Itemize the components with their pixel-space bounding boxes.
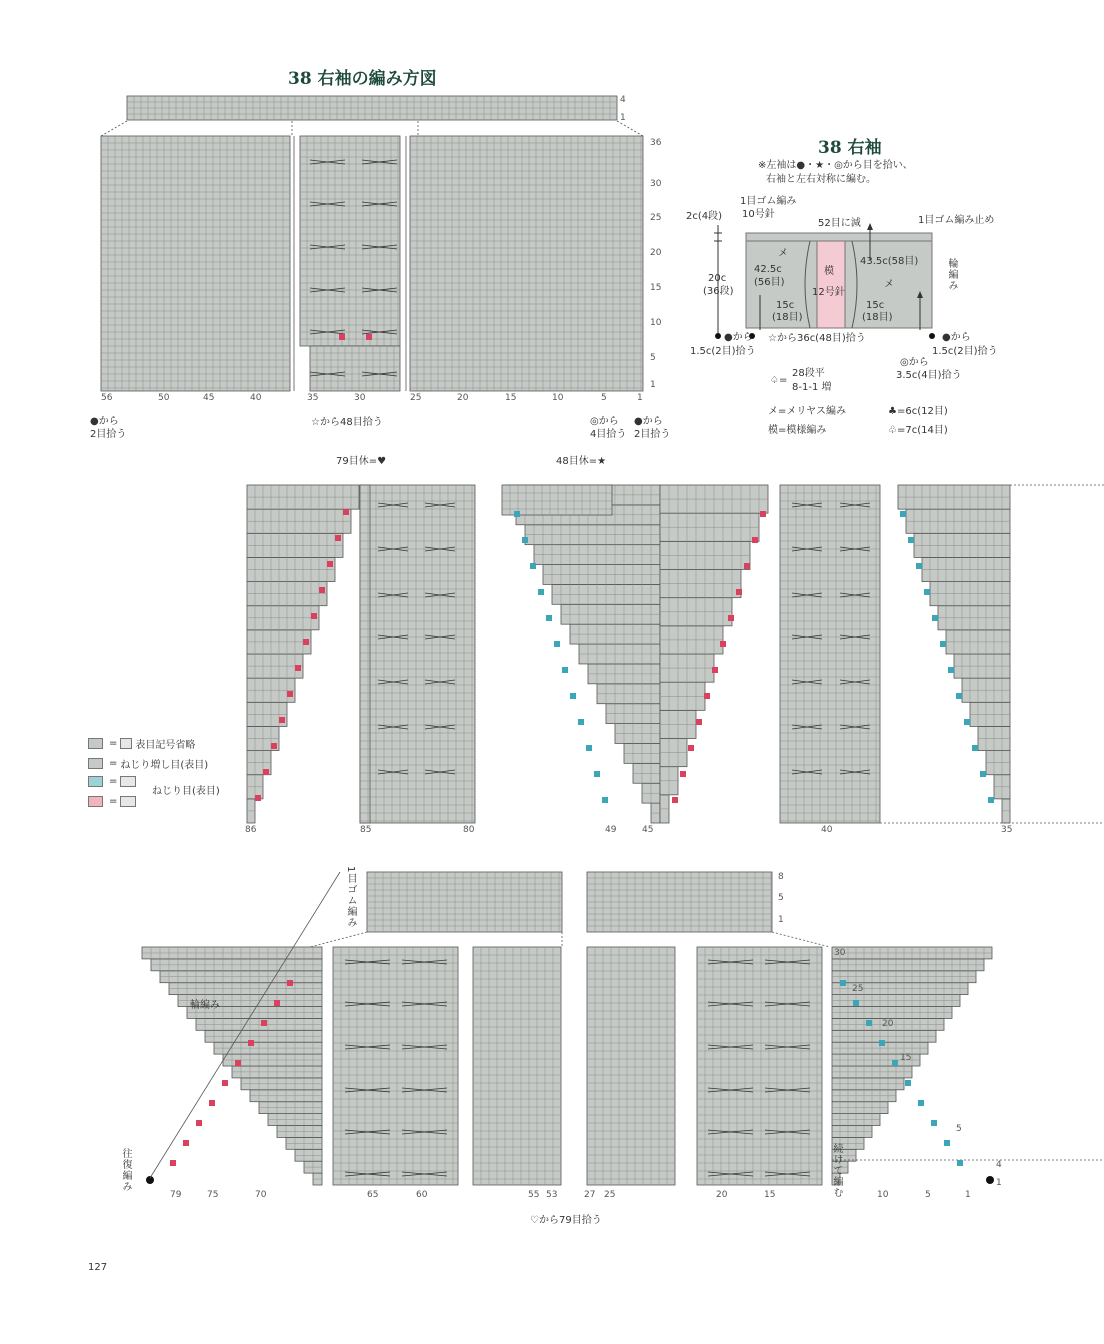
chart2-col-40: 40 [821, 825, 833, 835]
schematic-title: 38 右袖 [818, 138, 882, 158]
chart2-left-increase-6 [303, 639, 309, 645]
legend-swatch-plain [88, 738, 103, 749]
chart1-col-1: 1 [637, 393, 643, 403]
chart3-right-twist-8 [944, 1140, 950, 1146]
chart3-right-twist-2 [866, 1020, 872, 1026]
grid-lines [142, 947, 322, 959]
chart3-round-label: 輪編み [190, 1000, 220, 1011]
chart2-mid-twist-9 [586, 745, 592, 751]
chart1-col-15: 15 [505, 393, 517, 403]
chart2-left-increase-5 [295, 665, 301, 671]
schematic-left-lower-2: (18目) [772, 312, 803, 323]
legend-label-twist: ねじり目(表目) [152, 786, 220, 797]
legend-label-plain: 表目記号省略 [135, 740, 196, 751]
chart3-right-twist-3 [879, 1040, 885, 1046]
guide-line [101, 121, 127, 136]
chart2-left-center [360, 485, 475, 823]
chart3-left-increase-5 [235, 1060, 241, 1066]
chart1-pick-center: ☆から48目拾う [311, 417, 383, 428]
chart3-row-4: 4 [996, 1160, 1002, 1170]
chart1-row-25: 25 [650, 213, 662, 223]
chart2-right-twist-11 [988, 797, 994, 803]
chart2-left-increase-9 [327, 561, 333, 567]
schematic-center-stitch: 模 [824, 266, 834, 277]
schematic-me-left: メ [778, 248, 788, 259]
chart3-col-60: 60 [416, 1190, 428, 1200]
chart2-left-increase-10 [335, 535, 341, 541]
chart3-row-30: 30 [834, 948, 846, 958]
guide-line [310, 932, 367, 947]
chart3-rib-label: 1目ゴム編み [345, 866, 356, 929]
chart3-left-increase-7 [261, 1020, 267, 1026]
chart2-left-increase-2 [271, 743, 277, 749]
schematic-legend-club: ♣=6c(12目) [888, 406, 948, 417]
chart2-right-twist-1 [908, 537, 914, 543]
guide-line [617, 121, 643, 136]
chart2-mid-increase-5 [720, 641, 726, 647]
chart3-col-75: 75 [207, 1190, 219, 1200]
chart2-col-85: 85 [360, 825, 372, 835]
legend-swatch-pink [88, 796, 103, 807]
chart2-mid-increase-7 [704, 693, 710, 699]
chart2-right-twist-10 [980, 771, 986, 777]
chart2-mid-twist-3 [538, 589, 544, 595]
schematic-body-height-2: (36段) [703, 286, 734, 297]
schematic-body-height-1: 20c [708, 273, 727, 284]
chart2-right-top [502, 485, 612, 515]
chart2-right-twist-0 [900, 511, 906, 517]
chart1-row-10: 10 [650, 318, 662, 328]
chart2-mid-increase-4 [728, 615, 734, 621]
legend-swatch-knit [120, 738, 132, 749]
chart3-continue-label: 続けて編む [831, 1143, 842, 1198]
schematic-note-2: 右袖と左右対称に編む。 [766, 174, 876, 185]
chart2-mid-twist-6 [562, 667, 568, 673]
chart2-mid-increase-1 [752, 537, 758, 543]
legend-item-twist-blue: = [88, 776, 139, 787]
legend-label-increase: ねじり増し目(表目) [120, 760, 209, 771]
chart3-right-twist-9 [957, 1160, 963, 1166]
chart2-col-35: 35 [1001, 825, 1013, 835]
chart3-col-70: 70 [255, 1190, 267, 1200]
chart2-mid-twist-4 [546, 615, 552, 621]
chart3-col-10: 10 [877, 1190, 889, 1200]
chart3-start-dot-right [986, 1176, 994, 1184]
chart2-right-twist-9 [972, 745, 978, 751]
chart1-col-50: 50 [158, 393, 170, 403]
chart2-col-80: 80 [463, 825, 475, 835]
legend-item-twist-pink: = [88, 796, 139, 807]
chart1-pick-right-1: ●から [634, 416, 663, 427]
chart2-mid-twist-8 [578, 719, 584, 725]
chart3-rib-row-5: 5 [778, 893, 784, 903]
chart3-rib-row-1: 1 [778, 915, 784, 925]
chart3-col-20: 20 [716, 1190, 728, 1200]
schematic-pick-double-2: 3.5c(4目)拾う [896, 370, 962, 381]
chart3-right-panel [697, 947, 822, 1185]
chart3-right-twist-7 [931, 1120, 937, 1126]
chart1-increase-mark-b [366, 334, 372, 340]
chart3-row-25: 25 [852, 984, 864, 994]
schematic-pick-double-1: ◎から [900, 357, 929, 368]
chart3-right-twist-1 [853, 1000, 859, 1006]
schematic-pick-left-1: ●から [724, 332, 753, 343]
chart3-mid-left-panel [473, 947, 561, 1185]
chart1-pick-left-1: ●から [90, 416, 119, 427]
chart2-right-twist-2 [916, 563, 922, 569]
chart3-left-increase-1 [183, 1140, 189, 1146]
chart2-mid-twist-10 [594, 771, 600, 777]
grid-lines [832, 947, 992, 959]
chart2-right-twist-3 [924, 589, 930, 595]
chart2-left-increase-0 [255, 795, 261, 801]
legend-item-plain: = 表目記号省略 [88, 736, 195, 751]
schematic-right-lower-2: (18目) [862, 312, 893, 323]
chart3-col-79: 79 [170, 1190, 182, 1200]
chart2-left-increase-7 [311, 613, 317, 619]
chart3-left-increase-8 [274, 1000, 280, 1006]
chart2-col-86: 86 [245, 825, 257, 835]
chart3-rib-row-8: 8 [778, 872, 784, 882]
chart2-right-twist-7 [956, 693, 962, 699]
chart3-flat-label: 往復編み [120, 1148, 131, 1192]
chart1-col-35: 35 [307, 393, 319, 403]
schematic-decrease: 52目に減 [818, 218, 861, 229]
chart2-left-label: 79目休=♥ [336, 456, 387, 467]
schematic-pick-right-2: 1.5c(2目)拾う [932, 346, 998, 357]
chart3-left-increase-0 [170, 1160, 176, 1166]
chart1-col-45: 45 [203, 393, 215, 403]
chart2-mid-increase-10 [680, 771, 686, 777]
schematic-right-width: 43.5c(58目) [860, 256, 919, 267]
chart2-mid-twist-7 [570, 693, 576, 699]
chart3-right-twist-6 [918, 1100, 924, 1106]
chart3-pick-label: ♡から79目拾う [530, 1215, 602, 1226]
page-number: 127 [88, 1262, 108, 1273]
chart1-rib-row-1: 1 [620, 113, 626, 123]
schematic-increase-1: 28段平 [792, 368, 825, 379]
schematic-rib-height: 2c(4段) [686, 211, 723, 222]
chart3-mid-right-panel [587, 947, 675, 1185]
chart2-mid-twist-5 [554, 641, 560, 647]
chart2-col-49: 49 [605, 825, 617, 835]
chart1-col-5: 5 [601, 393, 607, 403]
schematic-legend-moyo: 模=模様編み [768, 425, 827, 436]
chart3-right-twist-0 [840, 980, 846, 986]
chart3-row-5: 5 [956, 1124, 962, 1134]
chart3-row-15: 15 [900, 1053, 912, 1063]
chart3-right-twist-4 [892, 1060, 898, 1066]
schematic-note-1: ※左袖は●・★・◎から目を拾い、 [758, 160, 913, 171]
guide-line [772, 932, 830, 947]
chart2-right-center [780, 485, 880, 823]
schematic-rib-label-1: 1目ゴム編み [740, 196, 797, 207]
legend-swatch-twist-left [120, 776, 136, 787]
chart1-row-15: 15 [650, 283, 662, 293]
chart2-left-col [360, 485, 370, 823]
page-title: 38 右袖の編み方図 [288, 69, 437, 89]
chart1-col-30: 30 [354, 393, 366, 403]
schematic-legend-me: メ=メリヤス編み [768, 406, 846, 417]
chart2-mid-increase-6 [712, 667, 718, 673]
schematic-pick-center: ☆から36c(48目)拾う [768, 333, 866, 344]
chart2-mid-increase-3 [736, 589, 742, 595]
chart2-left-increase-1 [263, 769, 269, 775]
chart2-mid-increase-11 [672, 797, 678, 803]
chart2-mid-twist-2 [530, 563, 536, 569]
chart1-row-5: 5 [650, 353, 656, 363]
chart2-mid-twist-1 [522, 537, 528, 543]
chart2-right-twist-6 [948, 667, 954, 673]
chart1-pick-left-2: 2目拾う [90, 429, 127, 440]
chart3-col-27: 27 [584, 1190, 596, 1200]
chart2-right-twist-5 [940, 641, 946, 647]
chart3-col-15: 15 [764, 1190, 776, 1200]
schematic-rib-label-2: 10号針 [742, 209, 775, 220]
chart1-rib-row-4: 4 [620, 95, 626, 105]
chart1-row-1: 1 [650, 380, 656, 390]
chart1-row-20: 20 [650, 248, 662, 258]
chart1-col-10: 10 [552, 393, 564, 403]
chart1-col-20: 20 [457, 393, 469, 403]
chart2-mid-increase-0 [760, 511, 766, 517]
schematic-left-width-2: (56目) [754, 277, 785, 288]
chart3-left-increase-9 [287, 980, 293, 986]
chart1-row-30: 30 [650, 179, 662, 189]
chart1-pick-double-1: ◎から [590, 416, 619, 427]
chart3-col-5: 5 [925, 1190, 931, 1200]
schematic-spade-symbol: ♤= [770, 375, 788, 386]
legend-item-increase: = ねじり増し目(表目) [88, 756, 208, 771]
chart1-col-25: 25 [410, 393, 422, 403]
schematic-me-right: メ [884, 279, 894, 290]
chart1-col-56: 56 [101, 393, 113, 403]
chart3-start-dot-left [146, 1176, 154, 1184]
chart2-grid [0, 455, 1104, 840]
chart1-increase-mark-a [339, 334, 345, 340]
chart3-col-65: 65 [367, 1190, 379, 1200]
chart2-mid-twist-0 [514, 511, 520, 517]
chart3-col-53: 53 [546, 1190, 558, 1200]
chart1-pick-right-2: 2目拾う [634, 429, 671, 440]
chart2-mid-increase-2 [744, 563, 750, 569]
chart2-left-increase-8 [319, 587, 325, 593]
legend-swatch-blue [88, 776, 103, 787]
schematic-round-knit: 輪編み [946, 258, 957, 291]
chart3-col-25: 25 [604, 1190, 616, 1200]
chart3-left-panel [333, 947, 458, 1185]
schematic-left-lower-1: 15c [776, 300, 795, 311]
schematic-right-lower-1: 15c [866, 300, 885, 311]
chart2-col-45: 45 [642, 825, 654, 835]
chart3-col-55: 55 [528, 1190, 540, 1200]
chart2-mid-twist-11 [602, 797, 608, 803]
chart1-col-40: 40 [250, 393, 262, 403]
chart3-left-increase-2 [196, 1120, 202, 1126]
chart2-left-increase-11 [343, 509, 349, 515]
chart3-left-increase-6 [248, 1040, 254, 1046]
chart1-pick-double-2: 4目拾う [590, 429, 627, 440]
chart1-row-36: 36 [650, 138, 662, 148]
schematic-bind-off: 1目ゴム編み止め [918, 215, 995, 226]
chart3-col-1: 1 [965, 1190, 971, 1200]
chart3-row-1: 1 [996, 1178, 1002, 1188]
schematic-pick-right-1: ●から [942, 332, 971, 343]
schematic-legend-club2: ♧=7c(14目) [888, 425, 948, 436]
chart3-grid [0, 860, 1104, 1240]
chart2-right-twist-8 [964, 719, 970, 725]
legend-swatch-increase [88, 758, 103, 769]
legend-swatch-twist-right [120, 796, 136, 807]
schematic-pick-left-2: 1.5c(2目)拾う [690, 346, 756, 357]
chart2-right-twist-4 [932, 615, 938, 621]
chart3-left-increase-3 [209, 1100, 215, 1106]
schematic-needle: 12号針 [812, 287, 845, 298]
chart3-right-twist-5 [905, 1080, 911, 1086]
chart2-left-increase-4 [287, 691, 293, 697]
chart2-left-increase-3 [279, 717, 285, 723]
chart2-mid-increase-9 [688, 745, 694, 751]
chart2-mid-increase-8 [696, 719, 702, 725]
schematic-left-width-1: 42.5c [754, 264, 782, 275]
chart3-row-20: 20 [882, 1019, 894, 1029]
chart2-right-label: 48目休=★ [556, 456, 607, 467]
chart3-left-increase-4 [222, 1080, 228, 1086]
schematic-increase-2: 8-1-1 増 [792, 382, 832, 393]
